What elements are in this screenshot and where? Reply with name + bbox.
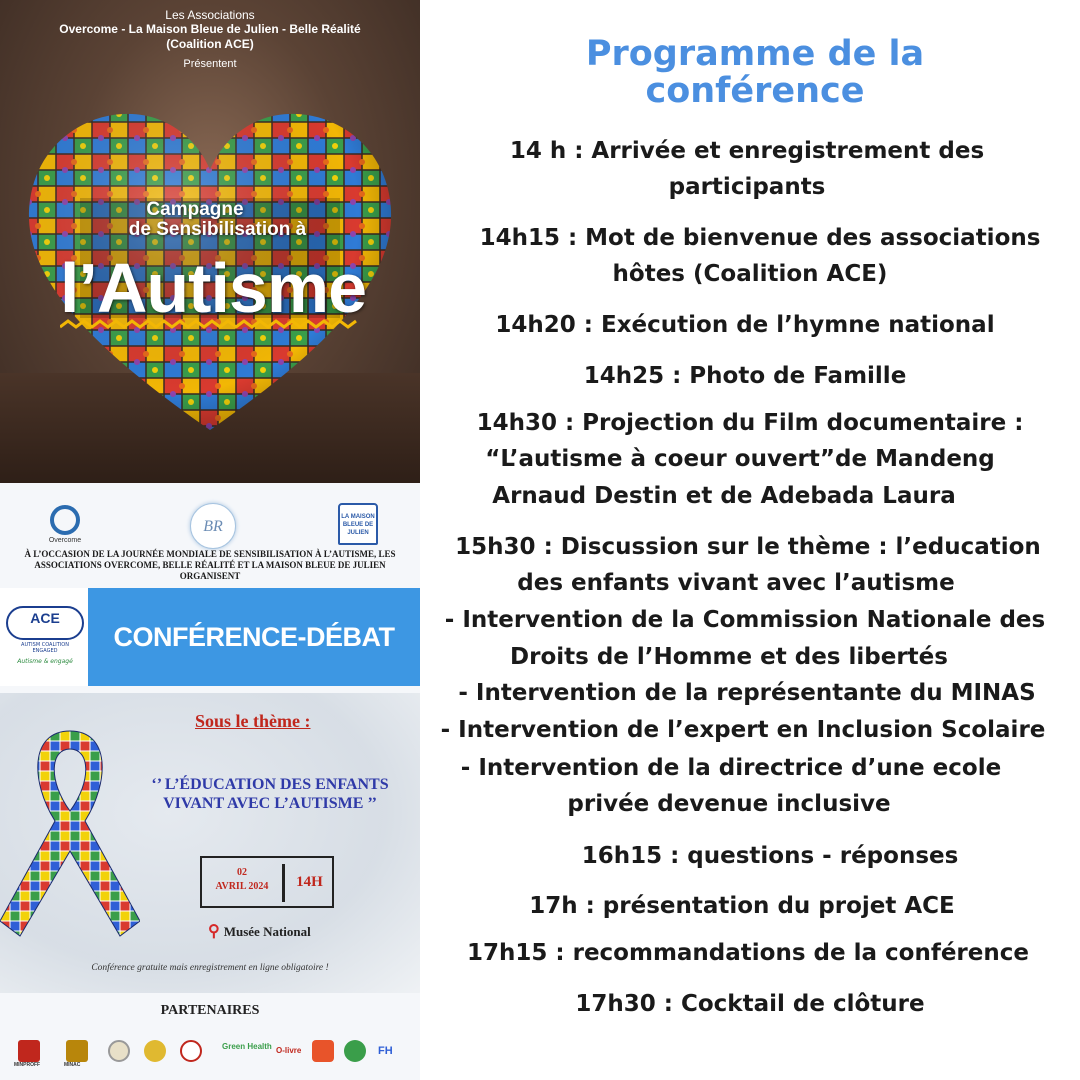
programme-line: - Intervention de l’expert en Inclusion Scolaire <box>440 717 1046 743</box>
programme-line: 16h15 : questions - réponses <box>581 843 959 869</box>
programme-line: 15h30 : Discussion sur le thème : l’education <box>455 534 1041 560</box>
programme-line: Arnaud Destin et de Adebada Laura <box>492 483 956 509</box>
theme-text: ‘’ L’ÉDUCATION DES ENFANTS VIVANT AVEC L’AUTISME ’’ <box>151 776 389 812</box>
campaign-title-line1: Campagne <box>146 199 244 220</box>
programme-title-line2: conférence <box>645 71 865 111</box>
fh-logo: FH <box>378 1045 393 1057</box>
programme-line: hôtes (Coalition ACE) <box>612 261 888 287</box>
programme-line: 14h15 : Mot de bienvenue des associations <box>479 225 1041 251</box>
maison-bleue-logo: LA MAISON BLEUE DE JULIEN <box>336 503 380 545</box>
zigzag-underline <box>60 318 360 330</box>
programme-line: 14h25 : Photo de Famille <box>583 363 907 389</box>
green-health-logo: Green Health <box>222 1042 272 1051</box>
campaign-title-main: l’Autisme <box>59 249 367 327</box>
ace-logo: ACE <box>6 606 84 640</box>
programme-line: des enfants vivant avec l’autisme <box>517 570 955 596</box>
partners-title: PARTENAIRES <box>160 1003 260 1018</box>
associations-label: Les Associations <box>165 8 255 22</box>
venue-name: Musée National <box>223 924 311 939</box>
belle-realite-logo: BR <box>190 503 236 549</box>
minac-label: MINAC <box>64 1062 81 1068</box>
occasion-text: À L’OCCASION DE LA JOURNÉE MONDIALE DE SENSIBILISATION À L’AUTISME, LES ASSOCIATIONS OVERCOME, BELLE RÉALITÉ ET LA MAISON BLEUE DE JULIEN ORGANISENT <box>24 549 396 581</box>
programme-title <box>430 36 1080 110</box>
partner-seal-logo <box>108 1040 130 1062</box>
autism-ribbon-icon <box>0 721 140 951</box>
programme-line: - Intervention de la directrice d’une ecole <box>460 755 1002 781</box>
programme-line: 17h15 : recommandations de la conférence <box>467 940 1029 966</box>
partner-logos <box>14 1036 414 1070</box>
partner-red-logo <box>180 1040 202 1062</box>
ace-subtitle: AUTISM COALITION ENGAGED <box>21 642 69 654</box>
ace-tagline: Autisme & engagé <box>17 658 73 665</box>
programme-line: 14h30 : Projection du Film documentaire : <box>476 410 1024 436</box>
venue <box>208 921 408 941</box>
location-pin-icon: ⚲ <box>208 923 220 940</box>
minproff-label: MINPROFF <box>14 1062 41 1068</box>
programme-title-line1: Programme de la <box>585 34 925 74</box>
campaign-poster <box>0 0 420 483</box>
minac-logo <box>66 1040 88 1062</box>
partner-orange-logo <box>312 1040 334 1062</box>
registration-notice: Conférence gratuite mais enregistrement en ligne obligatoire ! <box>91 963 329 973</box>
event-time: 14H <box>296 874 323 890</box>
date-time-box <box>200 856 334 908</box>
programme-line: - Intervention de la Commission Nationale des <box>444 607 1046 633</box>
ace-logo-box <box>0 588 88 686</box>
programme-line: - Intervention de la représentante du MINAS <box>458 680 1036 706</box>
programme-line: 14 h : Arrivée et enregistrement des <box>509 138 985 164</box>
conference-flyer <box>0 483 420 1080</box>
programme-line: 17h : présentation du projet ACE <box>529 893 955 919</box>
conference-banner: CONFÉRENCE-DÉBAT <box>88 588 420 686</box>
olivre-logo: O-livre <box>276 1046 302 1055</box>
programme-line: participants <box>668 174 826 200</box>
programme-line: Droits de l’Homme et des libertés <box>510 644 948 670</box>
partner-green-logo <box>344 1040 366 1062</box>
presenting-label: Présentent <box>183 58 237 70</box>
programme-line: 17h30 : Cocktail de clôture <box>575 991 925 1017</box>
event-date: 02 AVRIL 2024 <box>215 867 269 892</box>
minproff-logo <box>18 1040 40 1062</box>
associations-header <box>0 8 420 76</box>
programme-line: 14h20 : Exécution de l’hymne national <box>495 312 995 338</box>
associations-names: Overcome - La Maison Bleue de Julien - Belle Réalité <box>59 22 361 36</box>
theme-label: Sous le thème : <box>195 711 311 731</box>
programme-panel <box>430 0 1080 1080</box>
programme-line: “L’autisme à coeur ouvert”de Mandeng <box>485 446 995 472</box>
coalition-label: (Coalition ACE) <box>166 37 254 51</box>
overcome-logo: Overcome <box>40 505 90 544</box>
organizer-logos <box>0 495 420 555</box>
campaign-title-line2: de Sensibilisation à <box>128 219 307 240</box>
programme-line: privée devenue inclusive <box>567 791 891 817</box>
partner-gold-logo <box>144 1040 166 1062</box>
